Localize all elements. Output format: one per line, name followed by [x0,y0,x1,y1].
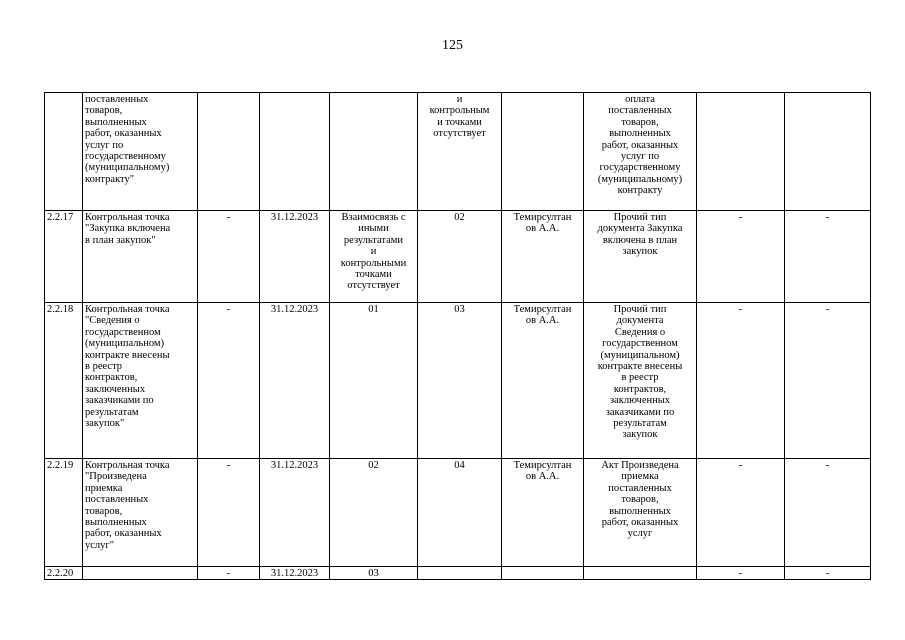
cell-responsible-person [502,459,584,567]
cell-start-date [198,211,260,303]
cell-start-date [198,93,260,211]
cell-end-date [260,459,330,567]
info-system-text: - [738,568,743,579]
cell-predecessor-points [330,567,418,580]
cell-document-type [584,567,697,580]
responsible-person-text: Темирсултан ов А.А. [513,212,572,235]
successor-points-text: 02 [454,212,465,223]
predecessor-points-text: 01 [368,304,379,315]
extra-field-text: - [825,212,830,223]
cell-control-point-name [83,567,198,580]
predecessor-points-text: 03 [368,568,379,579]
cell-info-system [697,459,785,567]
predecessor-points-text: Взаимосвязь с иными результатами и контрольными точками отсутствует [340,212,407,292]
start-date-text: - [226,212,231,223]
cell-row-number [45,211,83,303]
cell-responsible-person [502,567,584,580]
extra-field-text: - [825,460,830,471]
cell-control-point-name [83,459,198,567]
cell-end-date [260,567,330,580]
responsible-person-text: Темирсултан ов А.А. [513,304,572,327]
end-date-text: 31.12.2023 [270,212,319,223]
cell-document-type [584,93,697,211]
control-point-name-text: Контрольная точка "Сведения о государственном (муниципальном) контракте внесены в реестр контрактов, заключенных заказчиками по результатам закупок" [85,304,170,430]
cell-predecessor-points [330,303,418,459]
document-type-text: оплата поставленных товаров, выполненных работ, оказанных услуг по государственному (муниципальному) контракту [597,94,683,197]
cell-start-date [198,567,260,580]
control-points-table [44,92,871,580]
cell-info-system [697,211,785,303]
cell-start-date [198,303,260,459]
cell-extra-field [785,459,871,567]
cell-extra-field [785,211,871,303]
cell-successor-points [418,459,502,567]
table-row [45,303,871,459]
predecessor-points-text: 02 [368,460,379,471]
cell-end-date [260,93,330,211]
cell-extra-field [785,303,871,459]
cell-info-system [697,93,785,211]
document-type-text: Прочий тип документа Закупка включена в план закупок [597,212,683,258]
cell-responsible-person [502,93,584,211]
cell-successor-points [418,93,502,211]
table-row [45,459,871,567]
extra-field-text: - [825,568,830,579]
cell-row-number [45,567,83,580]
cell-document-type [584,211,697,303]
cell-document-type [584,303,697,459]
cell-row-number [45,459,83,567]
cell-extra-field [785,93,871,211]
end-date-text: 31.12.2023 [270,568,319,579]
cell-row-number [45,93,83,211]
info-system-text: - [738,304,743,315]
cell-extra-field [785,567,871,580]
document-type-text: Прочий тип документа Сведения о государственном (муниципальном) контракте внесены в реестр контрактов, заключенных заказчиками по результатам закупок [597,304,683,441]
cell-successor-points [418,211,502,303]
start-date-text: - [226,304,231,315]
cell-control-point-name [83,303,198,459]
row-number-text: 2.2.19 [47,460,74,471]
start-date-text: - [226,460,231,471]
row-number-text: 2.2.17 [47,212,74,223]
start-date-text: - [226,568,231,579]
cell-row-number [45,303,83,459]
control-point-name-text: Контрольная точка "Произведена приемка поставленных товаров, выполненных работ, оказанных услуг" [85,460,170,551]
end-date-text: 31.12.2023 [270,304,319,315]
cell-predecessor-points [330,459,418,567]
control-point-name-text: Контрольная точка "Закупка включена в план закупок" [85,212,171,246]
cell-predecessor-points [330,93,418,211]
cell-end-date [260,303,330,459]
cell-control-point-name [83,93,198,211]
info-system-text: - [738,212,743,223]
cell-responsible-person [502,303,584,459]
cell-successor-points [418,567,502,580]
successor-points-text: и контрольным и точками отсутствует [429,94,490,140]
end-date-text: 31.12.2023 [270,460,319,471]
cell-start-date [198,459,260,567]
page-number: 125 [442,38,463,53]
table-row [45,93,871,211]
document-type-text: Акт Произведена приемка поставленных товаров, выполненных работ, оказанных услуг [601,460,679,540]
table-row [45,211,871,303]
control-point-name-text: поставленных товаров, выполненных работ, оказанных услуг по государственному (муниципальному) контракту" [85,94,170,185]
cell-responsible-person [502,211,584,303]
cell-predecessor-points [330,211,418,303]
table-row [45,567,871,580]
info-system-text: - [738,460,743,471]
extra-field-text: - [825,304,830,315]
cell-control-point-name [83,211,198,303]
row-number-text: 2.2.18 [47,304,74,315]
cell-info-system [697,567,785,580]
successor-points-text: 03 [454,304,465,315]
successor-points-text: 04 [454,460,465,471]
cell-info-system [697,303,785,459]
cell-document-type [584,459,697,567]
cell-end-date [260,211,330,303]
row-number-text: 2.2.20 [47,568,74,579]
cell-successor-points [418,303,502,459]
responsible-person-text: Темирсултан ов А.А. [513,460,572,483]
